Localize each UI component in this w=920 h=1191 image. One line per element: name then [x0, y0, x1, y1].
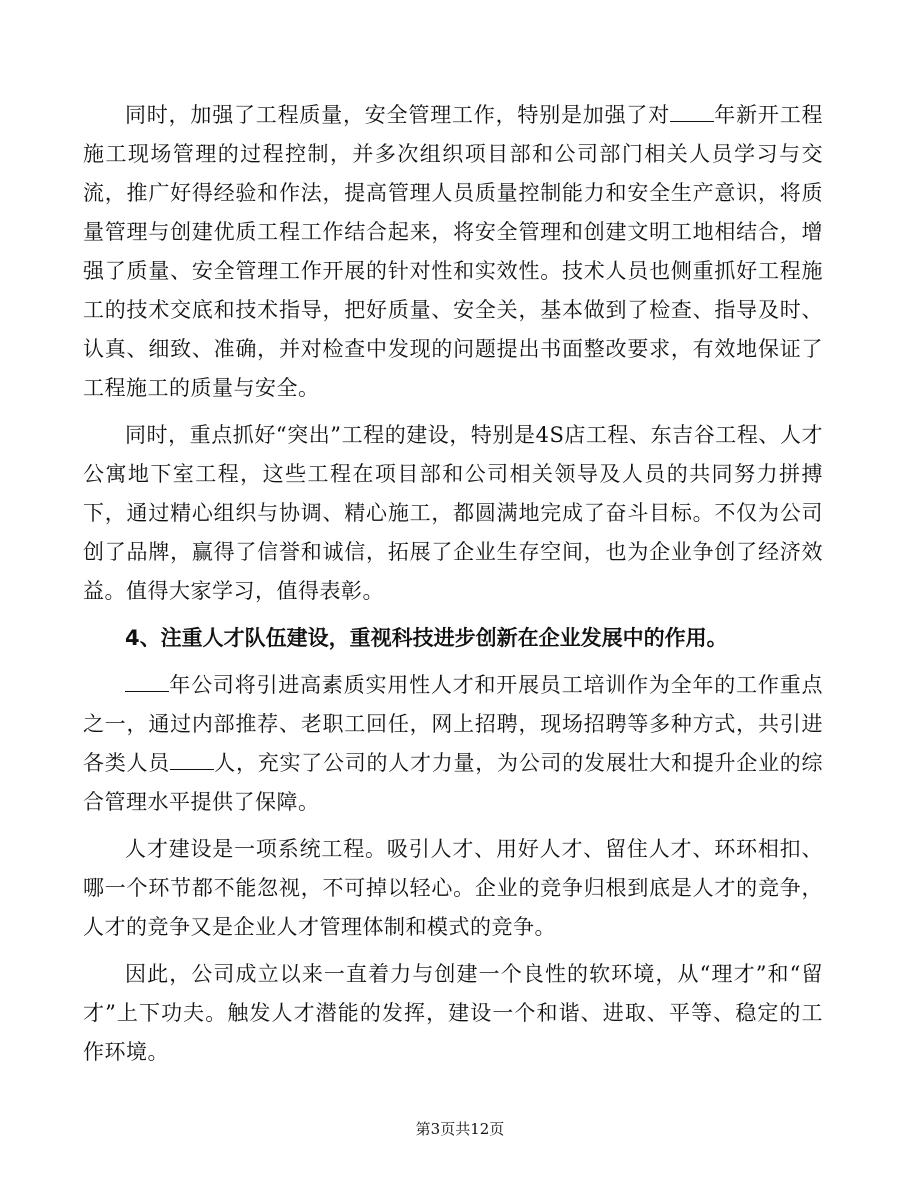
- document-body: [83, 96, 823, 1080]
- paragraph-key-projects: 同时，重点抓好“突出”工程的建设，特别是4S店工程、东吉谷工程、人才公寓地下室工程，这些工程在项目部和公司相关领导及人员的共同努力拼搏下，通过精心组织与协调、精心施工，都圆满地完成了奋斗目标。不仅为公司创了品牌，赢得了信誉和诚信，拓展了企业生存空间，也为企业争创了经济效益。值得大家学习，值得表彰。: [83, 423, 823, 603]
- paragraph-talent-system: 人才建设是一项系统工程。吸引人才、用好人才、留住人才、环环相扣、哪一个环节都不能忽视，不可掉以轻心。企业的竞争归根到底是人才的竞争，人才的竞争又是企业人才管理体制和模式的竞争。: [83, 837, 823, 939]
- paragraph-text: 年公司将引进高素质实用性人才和开展员工培训作为全年的工作重点之一，通过内部推荐、老职工回任，网上招聘，现场招聘等多种方式，共引进各类人员: [83, 673, 823, 775]
- page-number-footer: 第3页共12页: [415, 1120, 505, 1138]
- fill-in-blank: [670, 101, 714, 122]
- paragraph-quality-safety: [83, 96, 823, 408]
- fill-in-blank: [125, 671, 169, 692]
- fill-in-blank: [170, 749, 214, 770]
- paragraph-text: 同时，加强了工程质量，安全管理工作，特别是加强了对: [125, 103, 670, 127]
- section-heading: 4、注重人才队伍建设，重视科技进步创新在企业发展中的作用。: [125, 626, 728, 650]
- paragraph-text: 人，充实了公司的人才力量，为公司的发展壮大和提升企业的综合管理水平提供了保障。: [83, 751, 823, 814]
- paragraph-soft-environment: 因此，公司成立以来一直着力与创建一个良性的软环境，从“理才”和“留才”上下功夫。触发人才潜能的发挥，建设一个和谐、进取、平等、稳定的工作环境。: [83, 962, 823, 1064]
- paragraph-text: 年新开工程施工现场管理的过程控制，并多次组织项目部和公司部门相关人员学习与交流，推广好得经验和作法，提高管理人员质量控制能力和安全生产意识，将质量管理与创建优质工程工作结合起来，将安全管理和创建文明工地相结合，增强了质量、安全管理工作开展的针对性和实效性。技术人员也侧重抓好工程施工的技术交底和技术指导，把好质量、安全关，基本做到了检查、指导及时、认真、细致、准确，并对检查中发现的问题提出书面整改要求，有效地保证了工程施工的质量与安全。: [83, 103, 823, 400]
- paragraph-talent-recruitment: [83, 666, 823, 822]
